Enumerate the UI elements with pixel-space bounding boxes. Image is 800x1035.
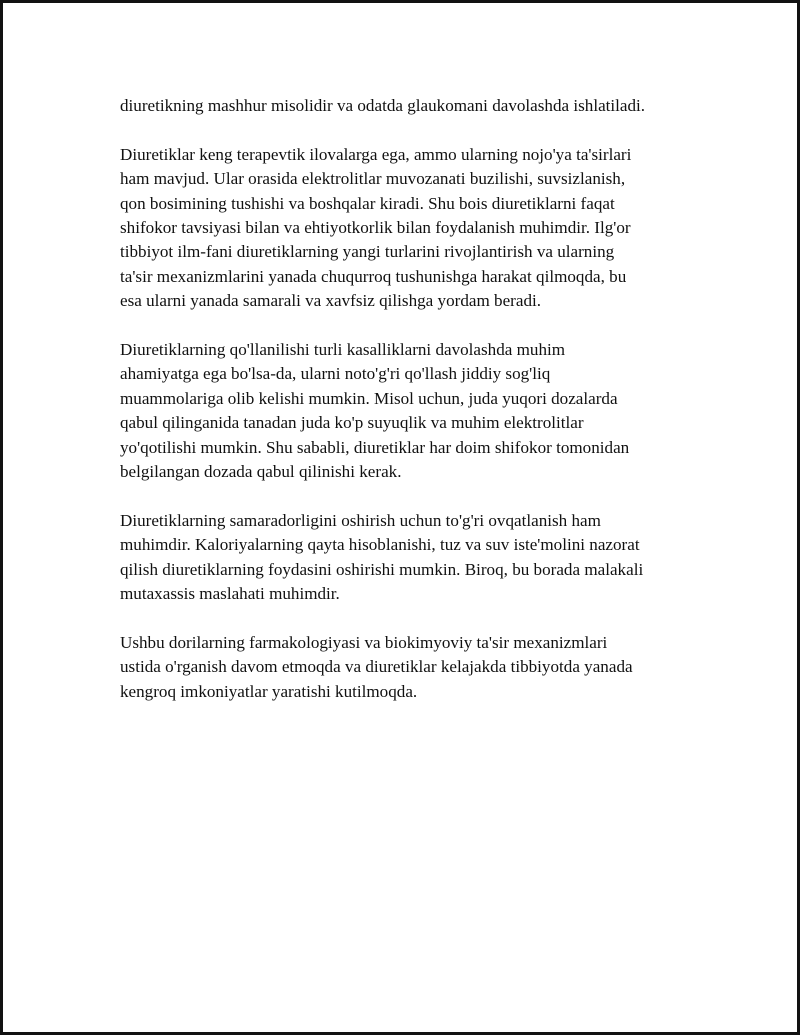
text-line: shifokor tavsiyasi bilan va ehtiyotkorlik bilan foydalanish muhimdir. Ilg'or xyxy=(120,218,631,238)
paragraph-5 xyxy=(120,631,710,704)
paragraph-3 xyxy=(120,338,710,484)
document-body xyxy=(120,94,710,728)
text-line: Diuretiklar keng terapevtik ilovalarga ega, ammo ularning nojo'ya ta'sirlari xyxy=(120,144,632,164)
text-line: belgilangan dozada qabul qilinishi kerak. xyxy=(120,462,402,482)
text-line: Diuretiklarning samaradorligini oshirish uchun to'g'ri ovqatlanish ham xyxy=(120,510,601,530)
text-line: mutaxassis maslahati muhimdir. xyxy=(120,584,340,604)
text-line: Ushbu dorilarning farmakologiyasi va biokimyoviy ta'sir mexanizmlari xyxy=(120,632,608,652)
paragraph-2 xyxy=(120,143,710,314)
text-line: muhimdir. Kaloriyalarning qayta hisoblanishi, tuz va suv iste'molini nazorat xyxy=(120,535,640,555)
text-line: esa ularni yanada samarali va xavfsiz qilishga yordam beradi. xyxy=(120,291,542,311)
text-line: diuretikning mashhur misolidir va odatda glaukomani davolashda ishlatiladi. xyxy=(120,96,646,115)
text-line: ahamiyatga ega bo'lsa-da, ularni noto'g'ri qo'llash jiddiy sog'liq xyxy=(120,364,551,384)
text-line: yo'qotilishi mumkin. Shu sababli, diuretiklar har doim shifokor tomonidan xyxy=(120,437,630,457)
text-line: kengroq imkoniyatlar yaratishi kutilmoqda. xyxy=(120,681,418,701)
text-line: ta'sir mexanizmlarini yanada chuqurroq tushunishga harakat qilmoqda, bu xyxy=(120,266,627,286)
text-line: tibbiyot ilm-fani diuretiklarning yangi turlarini rivojlantirish va ularning xyxy=(120,242,615,262)
text-line: ustida o'rganish davom etmoqda va diuretiklar kelajakda tibbiyotda yanada xyxy=(120,657,633,677)
text-line: muammolariga olib kelishi mumkin. Misol uchun, juda yuqori dozalarda xyxy=(120,388,618,408)
text-line: qilish diuretiklarning foydasini oshirishi mumkin. Biroq, bu borada malakali xyxy=(120,559,644,579)
paragraph-4 xyxy=(120,509,710,607)
text-line: qon bosimining tushishi va boshqalar kiradi. Shu bois diuretiklarni faqat xyxy=(120,193,615,213)
paragraph-1 xyxy=(120,94,710,118)
text-line: qabul qilinganida tanadan juda ko'p suyuqlik va muhim elektrolitlar xyxy=(120,413,584,433)
text-line: Diuretiklarning qo'llanilishi turli kasalliklarni davolashda muhim xyxy=(120,340,566,360)
text-line: ham mavjud. Ular orasida elektrolitlar muvozanati buzilishi, suvsizlanish, xyxy=(120,169,626,189)
